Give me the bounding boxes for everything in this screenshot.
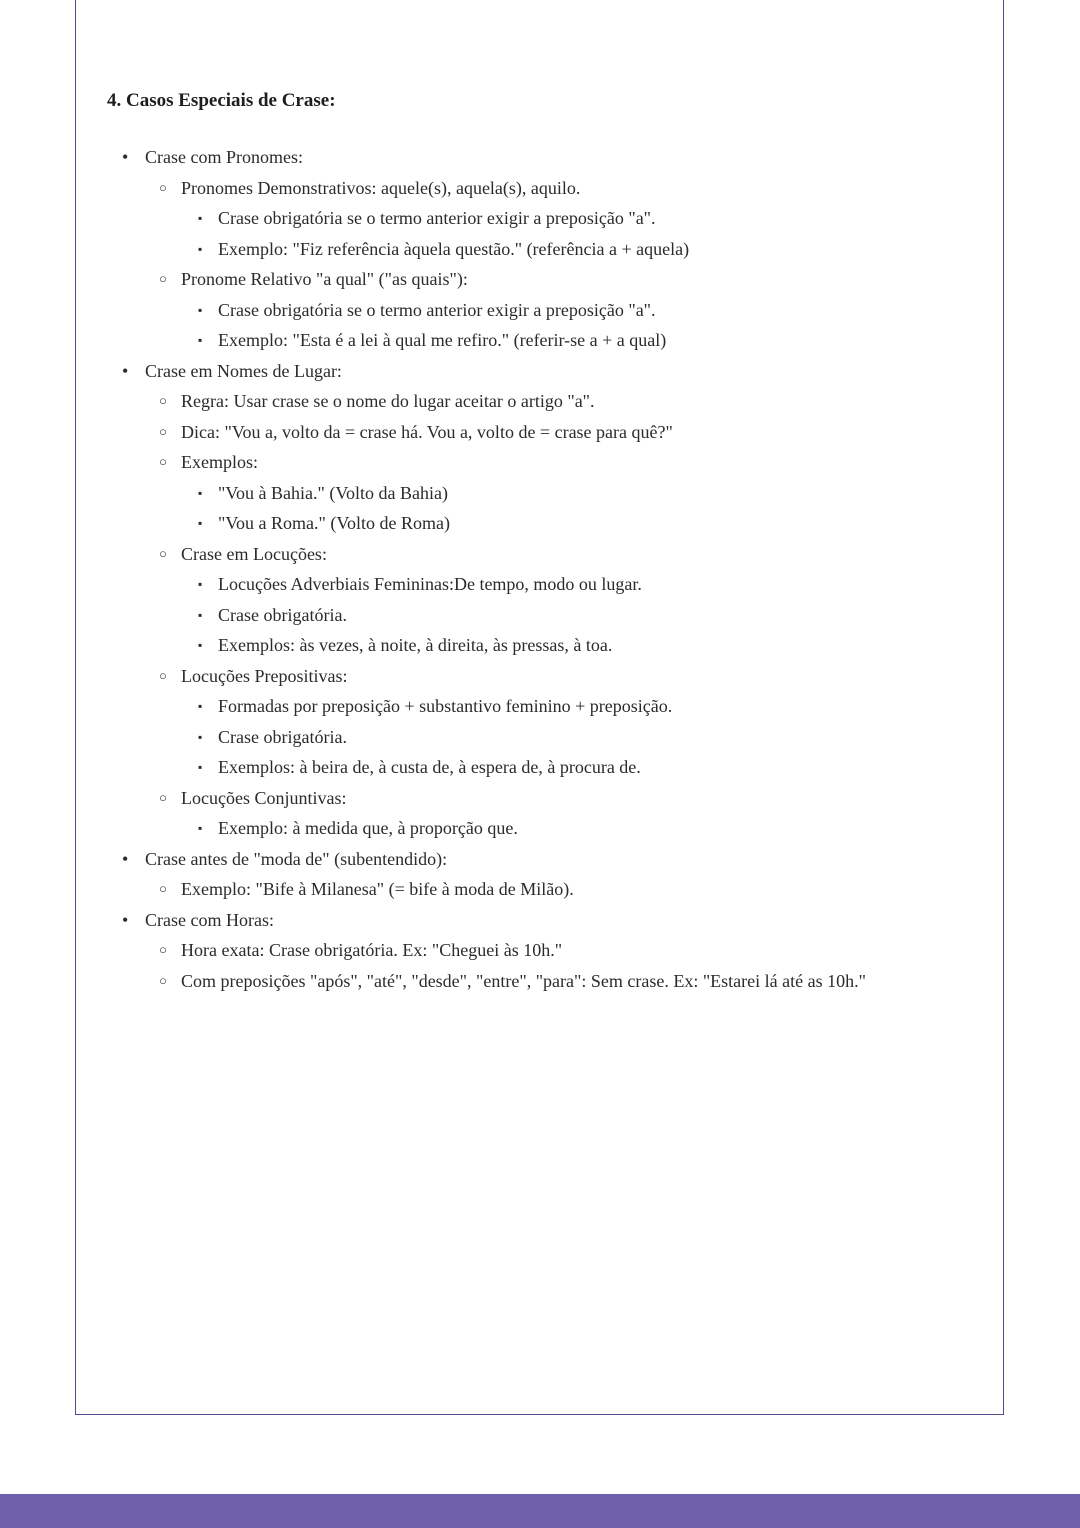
list-item xyxy=(107,295,965,326)
section-heading: 4. Casos Especiais de Crase: xyxy=(107,90,336,111)
bullet-square-icon: ▪ xyxy=(198,699,203,713)
list-item xyxy=(107,142,965,173)
list-item xyxy=(107,173,965,204)
list-item-text: Exemplo: "Bife à Milanesa" (= bife à moda de Milão). xyxy=(181,879,574,899)
footer-bar xyxy=(0,1494,1080,1528)
bullet-square-icon: ▪ xyxy=(198,241,203,256)
list-item-text: Exemplo: "Esta é a lei à qual me refiro." (referir-se a + a qual) xyxy=(218,330,667,350)
bullet-square-icon: ▪ xyxy=(198,516,203,530)
list-item xyxy=(107,813,965,844)
list-item xyxy=(107,569,965,600)
list-item xyxy=(107,935,965,966)
bullet-circle-icon: ○ xyxy=(159,393,167,408)
list-item xyxy=(107,447,965,478)
document-page xyxy=(107,86,965,996)
list-item xyxy=(107,630,965,661)
list-item-text: Exemplo: "Fiz referência àquela questão." (referência a + aquela) xyxy=(218,238,690,259)
bullet-square-icon: ▪ xyxy=(198,302,203,317)
bullet-disc-icon: • xyxy=(122,848,129,869)
list-item-text: Exemplos: às vezes, à noite, à direita, às pressas, à toa. xyxy=(218,635,613,655)
bullet-square-icon: ▪ xyxy=(198,638,203,652)
bullet-square-icon: ▪ xyxy=(198,211,203,225)
bullet-disc-icon: • xyxy=(122,909,129,930)
list-item xyxy=(107,386,965,417)
list-item xyxy=(107,203,965,234)
bullet-square-icon: ▪ xyxy=(198,760,203,774)
list-item-text: Crase obrigatória. xyxy=(218,604,347,625)
list-item xyxy=(107,356,965,387)
bullet-square-icon: ▪ xyxy=(198,577,203,591)
list-item-text: "Vou à Bahia." (Volto da Bahia) xyxy=(218,482,448,503)
list-item xyxy=(107,966,965,997)
bullet-circle-icon: ○ xyxy=(159,972,167,988)
list-item-text: Crase com Horas: xyxy=(145,909,274,930)
list-item xyxy=(107,722,965,753)
list-item xyxy=(107,752,965,783)
bullet-circle-icon: ○ xyxy=(159,179,167,195)
list-item-text: Exemplos: xyxy=(181,452,258,472)
list-item-text: Crase antes de "moda de" (subentendido): xyxy=(145,848,448,869)
list-item xyxy=(107,325,965,356)
list-item-text: Crase obrigatória se o termo anterior exigir a preposição "a". xyxy=(218,208,656,228)
list-item xyxy=(107,905,965,936)
list-item-text: Pronomes Demonstrativos: aquele(s), aquela(s), aquilo. xyxy=(181,177,581,198)
list-item xyxy=(107,508,965,539)
list-item-text: Crase obrigatória. xyxy=(218,726,347,747)
list-item-text: Locuções Prepositivas: xyxy=(181,665,348,686)
bullet-circle-icon: ○ xyxy=(159,942,167,957)
list-item xyxy=(107,600,965,631)
list-item-text: Hora exata: Crase obrigatória. Ex: "Cheguei às 10h." xyxy=(181,940,563,960)
bullet-square-icon: ▪ xyxy=(198,729,203,744)
bullet-circle-icon: ○ xyxy=(159,454,167,469)
list-item-text: Crase em Locuções: xyxy=(181,543,327,564)
list-item xyxy=(107,874,965,905)
list-item-text: Dica: "Vou a, volto da = crase há. Vou a, volto de = crase para quê?" xyxy=(181,421,673,442)
list-item xyxy=(107,234,965,265)
bullet-disc-icon: • xyxy=(122,360,129,381)
list-item-text: Com preposições "após", "até", "desde", "entre", "para": Sem crase. Ex: "Estarei lá até as 10h." xyxy=(181,970,866,991)
bullet-circle-icon: ○ xyxy=(159,667,167,683)
list-item-text: Exemplos: à beira de, à custa de, à espera de, à procura de. xyxy=(218,757,641,777)
bullet-square-icon: ▪ xyxy=(198,485,203,500)
bullet-circle-icon: ○ xyxy=(159,789,167,805)
list-item-text: Regra: Usar crase se o nome do lugar aceitar o artigo "a". xyxy=(181,391,595,411)
bullet-circle-icon: ○ xyxy=(159,271,167,286)
list-item-text: Exemplo: à medida que, à proporção que. xyxy=(218,818,518,838)
list-item-text: Locuções Conjuntivas: xyxy=(181,787,347,808)
list-item xyxy=(107,691,965,722)
list-item-text: Locuções Adverbiais Femininas:De tempo, modo ou lugar. xyxy=(218,574,642,594)
list-item-text: Crase em Nomes de Lugar: xyxy=(145,360,342,381)
list-item xyxy=(107,661,965,692)
list-item xyxy=(107,844,965,875)
list-item xyxy=(107,539,965,570)
list-item xyxy=(107,783,965,814)
bullet-circle-icon: ○ xyxy=(159,881,167,896)
list-item-text: Pronome Relativo "a qual" ("as quais"): xyxy=(181,269,468,289)
list-item-text: "Vou a Roma." (Volto de Roma) xyxy=(218,513,451,533)
bullet-circle-icon: ○ xyxy=(159,545,167,561)
list-item xyxy=(107,264,965,295)
list-item-text: Crase obrigatória se o termo anterior exigir a preposição "a". xyxy=(218,299,656,320)
bullet-circle-icon: ○ xyxy=(159,423,167,439)
list-item xyxy=(107,478,965,509)
list-item xyxy=(107,417,965,448)
list-item-text: Crase com Pronomes: xyxy=(145,147,303,167)
bullet-square-icon: ▪ xyxy=(198,333,203,347)
bullet-disc-icon: • xyxy=(122,147,129,167)
list-item-text: Formadas por preposição + substantivo feminino + preposição. xyxy=(218,696,673,716)
bullet-square-icon: ▪ xyxy=(198,607,203,622)
bullet-square-icon: ▪ xyxy=(198,821,203,835)
